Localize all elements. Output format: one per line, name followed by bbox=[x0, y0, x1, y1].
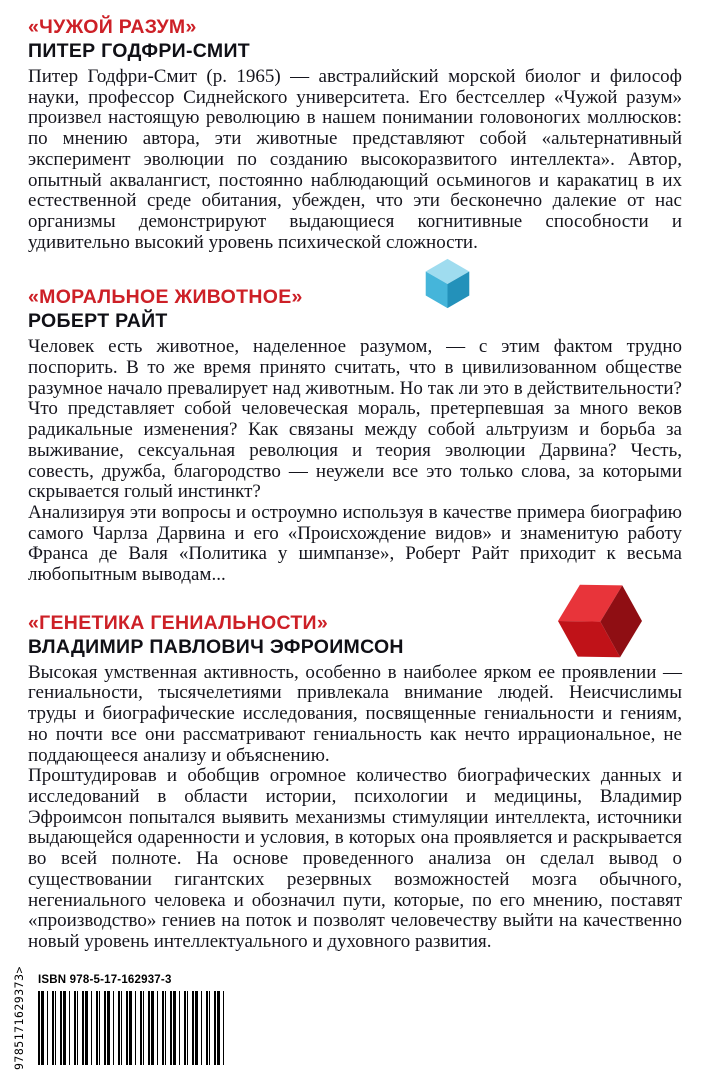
book-description: Человек есть животное, наделенное разумом, — с этим фактом трудно поспорить. В то же время принято считать, что в цивилизованном обществе разумное начало превалирует над животным. Но так ли это в действительности? Что представляет собой человеческая мораль, претерпевшая за много веков радикальные изменения? Как связаны между собой альтруизм и борьба за выживание, сексуальная революция и теория эволюции Дарвина? Честь, совесть, дружба, благородство — неужели все это только слова, за которыми скрывается голый инстинкт? bbox=[28, 336, 682, 503]
book-title: «МОРАЛЬНОЕ ЖИВОТНОЕ» bbox=[28, 286, 303, 309]
barcode-bars bbox=[38, 991, 226, 1065]
book-description: Анализируя эти вопросы и остроумно используя в качестве примера биографию самого Чарлза Дарвина и его «Происхождение видов» и знаменитую работу Франса де Валя «Политика у шимпанзе», Роберт Райт приходит к весьма любопытным выводам... bbox=[28, 501, 682, 586]
blue-cube-icon bbox=[424, 258, 471, 309]
barcode-block bbox=[8, 966, 230, 1072]
book-author: РОБЕРТ РАЙТ bbox=[28, 310, 168, 333]
book-title: «ЧУЖОЙ РАЗУМ» bbox=[28, 16, 197, 38]
barcode-ean-number: 9785171629373> bbox=[12, 966, 26, 1070]
book-author: ПИТЕР ГОДФРИ-СМИТ bbox=[28, 40, 250, 62]
book-description: Высокая умственная активность, особенно в наиболее ярком ее проявлении — гениальности, тысячелетиями привлекала внимание людей. Неисчислимы труды и биографические исследования, посвященные гениальности и гениям, но почти все они рассматривают гениальность как нечто иррациональное, не поддающееся анализу и объяснению. bbox=[28, 661, 682, 766]
book-section-chuzhoy-razum bbox=[28, 16, 682, 253]
book-section-moralnoe-zhivotnoe bbox=[28, 286, 682, 585]
book-description: Проштудировав и обобщив огромное количество биографических данных и исследований в области истории, психологии и медицины, Владимир Эфроимсон попытался выявить механизмы стимуляции интеллекта, источники выдающейся одаренности и условия, в которых она проявляется и раскрывается во всей полноте. На основе проведенного анализа он сделал вывод о существовании гигантских резервных возможностей мозга обычного, негениального человека и обозначил пути, которые, по его мнению, поставят «производство» гениев на поток и позволят человечеству выйти на качественно новый уровень интеллектуального и духовного развития. bbox=[28, 765, 682, 952]
book-author: ВЛАДИМИР ПАВЛОВИЧ ЭФРОИМСОН bbox=[28, 635, 404, 658]
book-title: «ГЕНЕТИКА ГЕНИАЛЬНОСТИ» bbox=[28, 611, 329, 634]
book-description: Питер Годфри-Смит (р. 1965) — австралийский морской биолог и философ науки, профессор Сиднейского университета. Его бестселлер «Чужой разум» произвел настоящую революцию в нашем понимании головоногих моллюсков: по мнению автора, эти животные представляют собой «альтернативный эксперимент эволюции по созданию высокоразвитого интеллекта». Автор, опытный аквалангист, постоянно наблюдающий осьминогов и каракатиц в их естественной среде обитания, убежден, что эти бесконечно далекие от нас организмы демонстрируют выдающиеся когнитивные способности и удивительно высокий уровень психической сложности. bbox=[28, 66, 682, 253]
isbn-label: ISBN 978-5-17-162937-3 bbox=[38, 974, 172, 986]
